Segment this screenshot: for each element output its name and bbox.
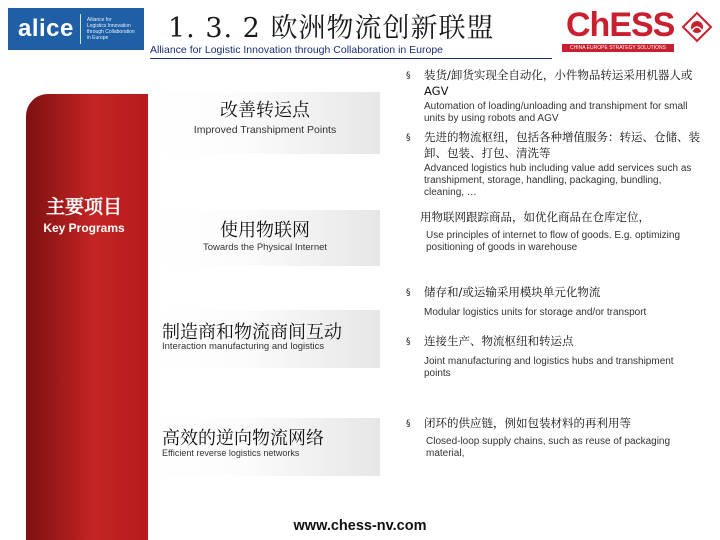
detail-en: Advanced logistics hub including value add services such as transhipment, storage, handling, packaging, bundling, cleaning, … <box>424 163 692 198</box>
detail-zh: 装货/卸货实现全自动化，小件物品转运采用机器人或AGV <box>424 68 693 98</box>
bullet-icon: § <box>406 288 411 298</box>
detail-en: Joint manufacturing and logistics hubs and transhipment points <box>424 356 674 379</box>
program-title-en: Efficient reverse logistics networks <box>162 448 300 458</box>
program-title-en: Towards the Physical Internet <box>202 242 328 253</box>
program-title-zh: 制造商和物流商间互动 <box>162 322 342 343</box>
detail-en: Modular logistics units for storage and/or transport <box>424 307 647 318</box>
detail-zh: 连接生产、物流枢纽和转运点 <box>424 334 574 348</box>
detail-zh: 储存和/或运输采用模块单元化物流 <box>424 285 601 299</box>
chess-logo-emblem-icon <box>680 10 714 44</box>
page-title: 1. 3. 2 欧洲物流创新联盟 <box>168 13 495 44</box>
chess-logo-banner: CHINA EUROPE STRATEGY SOLUTIONS <box>562 44 674 52</box>
alice-logo-word: alice <box>18 15 74 42</box>
detail-en: Use principles of internet to flow of goods. E.g. optimizing positioning of goods in warehouse <box>426 230 681 253</box>
program-title-zh: 高效的逆向物流网络 <box>162 428 324 449</box>
program-title-zh: 使用物联网 <box>220 220 310 241</box>
left-panel <box>26 94 148 540</box>
program-title-en: Interaction manufacturing and logistics <box>162 341 325 352</box>
detail-zh: 闭环的供应链，例如包装材料的再利用等 <box>424 416 631 430</box>
detail-zh: 先进的物流枢纽，包括各种增值服务：转运、仓储、装卸、包装、打包、清洗等 <box>424 130 700 160</box>
page-subtitle: Alliance for Logistic Innovation through Collaboration in Europe <box>150 44 444 56</box>
alice-logo-divider <box>80 14 81 44</box>
bullet-icon: § <box>406 337 411 347</box>
bullet-icon: § <box>406 133 411 143</box>
bullet-icon: § <box>406 71 411 81</box>
detail-en: Closed-loop supply chains, such as reuse of packaging material, <box>426 436 671 459</box>
left-panel-title-zh: 主要项目 <box>45 196 122 218</box>
header-divider <box>150 58 552 59</box>
detail-zh: 用物联网跟踪商品，如优化商品在仓库定位， <box>420 210 650 224</box>
alice-logo-tagline: Alliance for Logistics Innovation through Collaboration in Europe <box>86 17 135 41</box>
chess-logo: ChESS <box>566 6 675 44</box>
alice-logo <box>8 8 144 50</box>
detail-en: Automation of loading/unloading and transhipment for small units by using robots and AGV <box>424 101 688 124</box>
program-title-zh: 改善转运点 <box>220 100 310 121</box>
program-title-en: Improved Transhipment Points <box>193 124 337 136</box>
footer-url: www.chess-nv.com <box>293 518 427 534</box>
left-panel-title-en: Key Programs <box>43 221 125 235</box>
bullet-icon: § <box>406 419 411 429</box>
